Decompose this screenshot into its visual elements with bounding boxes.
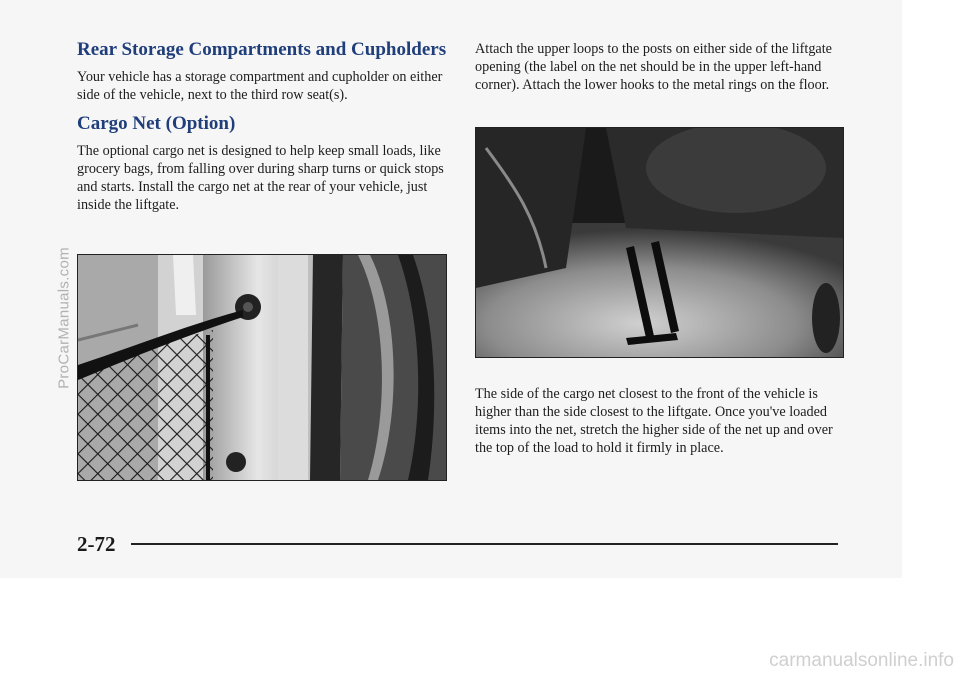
photo-floor-ring: [475, 127, 844, 358]
watermark-side: ProCarManuals.com: [55, 247, 73, 389]
paragraph-cargo-net: The optional cargo net is designed to help keep small loads, like grocery bags, from falling over during sharp turns or quick stops and starts. Install the cargo net at the rear of your vehicle, just inside the liftgate.: [77, 143, 444, 213]
photo-cargo-net-post: [77, 254, 447, 481]
left-column: [77, 38, 449, 214]
floor-ring-illustration: [476, 128, 843, 357]
footer-rule: [131, 543, 838, 545]
cargo-net-post-illustration: [78, 255, 446, 480]
heading-rear-storage: Rear Storage Compartments and Cupholders: [77, 39, 447, 60]
right-column: [475, 40, 847, 94]
paragraph-attach-loops: Attach the upper loops to the posts on either side of the liftgate opening (the label on the net should be in the upper left-hand corner). Attach the lower hooks to the metal rings on the floor.: [475, 41, 832, 93]
heading-cargo-net: Cargo Net (Option): [77, 113, 236, 134]
watermark-bottom: carmanualsonline.info: [769, 650, 954, 671]
page-number: 2-72: [77, 532, 116, 556]
paragraph-rear-storage: Your vehicle has a storage compartment and cupholder on either side of the vehicle, next to the third row seat(s).: [77, 69, 443, 103]
paragraph-net-side: The side of the cargo net closest to the front of the vehicle is higher than the side closest to the liftgate. Once you've loaded items into the net, stretch the higher side of the net up and over the top of the load to hold it firmly in place.: [475, 386, 833, 456]
